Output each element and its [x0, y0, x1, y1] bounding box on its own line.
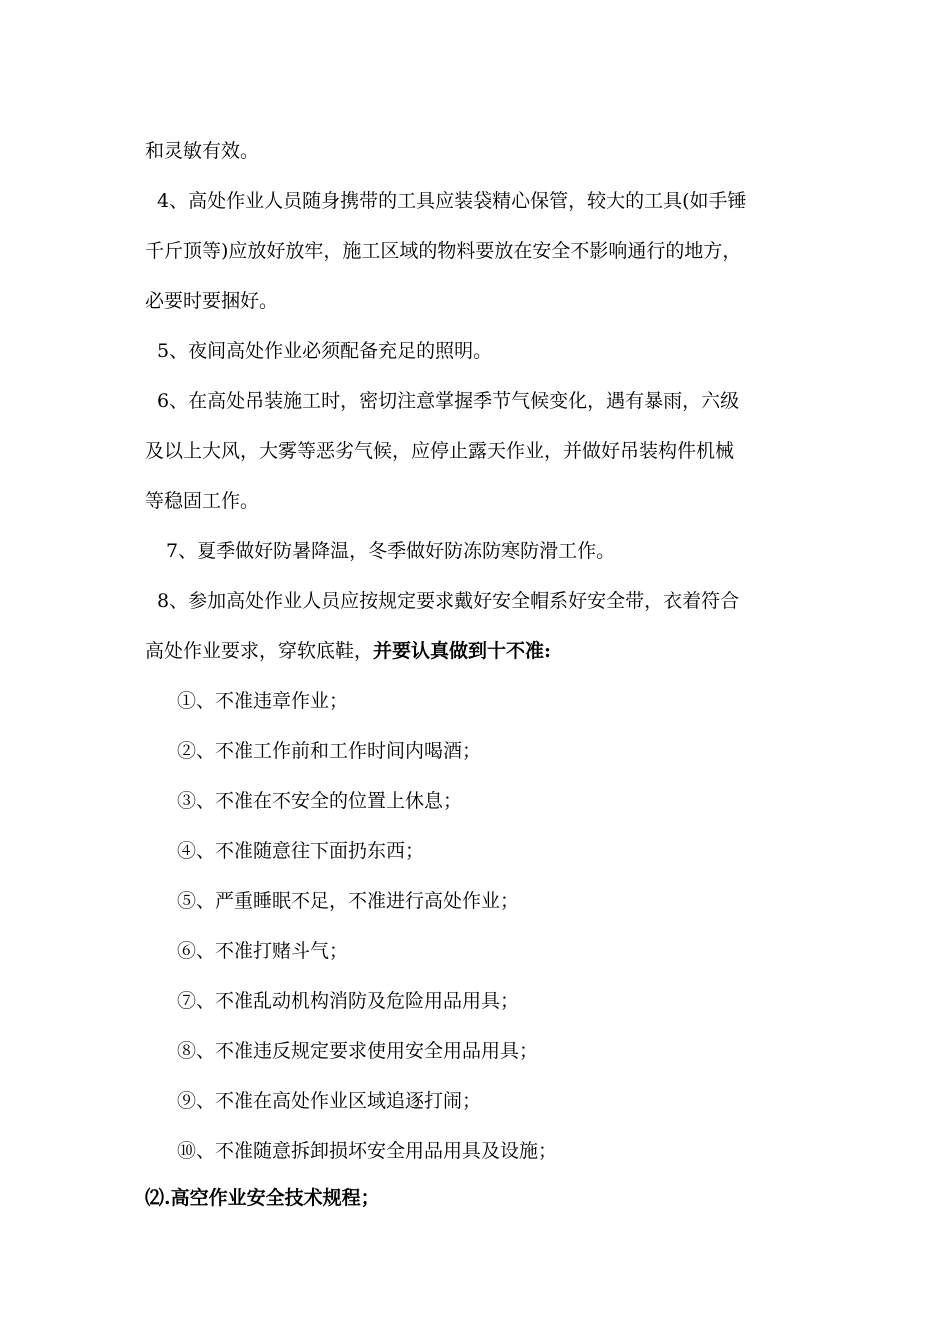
rule-item: ②、不准工作前和工作时间内喝酒；: [177, 740, 482, 762]
rule-item: ③、不准在不安全的位置上休息；: [177, 790, 463, 812]
paragraph-line: 7、夏季做好防暑降温，冬季做好防冻防寒防滑工作。: [166, 540, 616, 562]
paragraph-line: [145, 638, 551, 664]
section-heading: ⑵.高空作业安全技术规程；: [145, 1187, 380, 1209]
paragraph-text: 高处作业要求，穿软底鞋，: [145, 640, 374, 662]
paragraph-line: 8、参加高处作业人员应按规定要求戴好安全帽系好安全带，衣着符合: [157, 590, 740, 612]
rule-item: ⑦、不准乱动机构消防及危险用品用具；: [177, 990, 520, 1012]
rule-item: ⑨、不准在高处作业区域追逐打闹；: [177, 1090, 482, 1112]
rule-item: ①、不准违章作业；: [177, 690, 349, 712]
emphasis-text: 并要认真做到十不准:: [373, 640, 552, 662]
paragraph-line: 必要时要捆好。: [145, 290, 279, 312]
paragraph-line: 6、在高处吊装施工时，密切注意掌握季节气候变化，遇有暴雨，六级: [157, 390, 740, 412]
paragraph-line: 及以上大风，大雾等恶劣气候，应停止露天作业，并做好吊装构件机械: [145, 440, 735, 462]
rule-item: ⑩、不准随意拆卸损坏安全用品用具及设施；: [177, 1140, 558, 1162]
rule-item: ④、不准随意往下面扔东西；: [177, 840, 425, 862]
rule-item: ⑥、不准打赌斗气；: [177, 940, 349, 962]
paragraph-line: 4、高处作业人员随身携带的工具应装袋精心保管，较大的工具(如手锤: [157, 190, 747, 212]
rule-item: ⑤、严重睡眠不足，不准进行高处作业；: [177, 890, 520, 912]
paragraph-line: 等稳固工作。: [145, 490, 260, 512]
paragraph-line: 和灵敏有效。: [145, 140, 260, 162]
paragraph-line: 千斤顶等)应放好放牢，施工区域的物料要放在安全不影响通行的地方，: [145, 240, 742, 262]
rule-item: ⑧、不准违反规定要求使用安全用品用具；: [177, 1040, 539, 1062]
paragraph-line: 5、夜间高处作业必须配备充足的照明。: [157, 340, 493, 362]
